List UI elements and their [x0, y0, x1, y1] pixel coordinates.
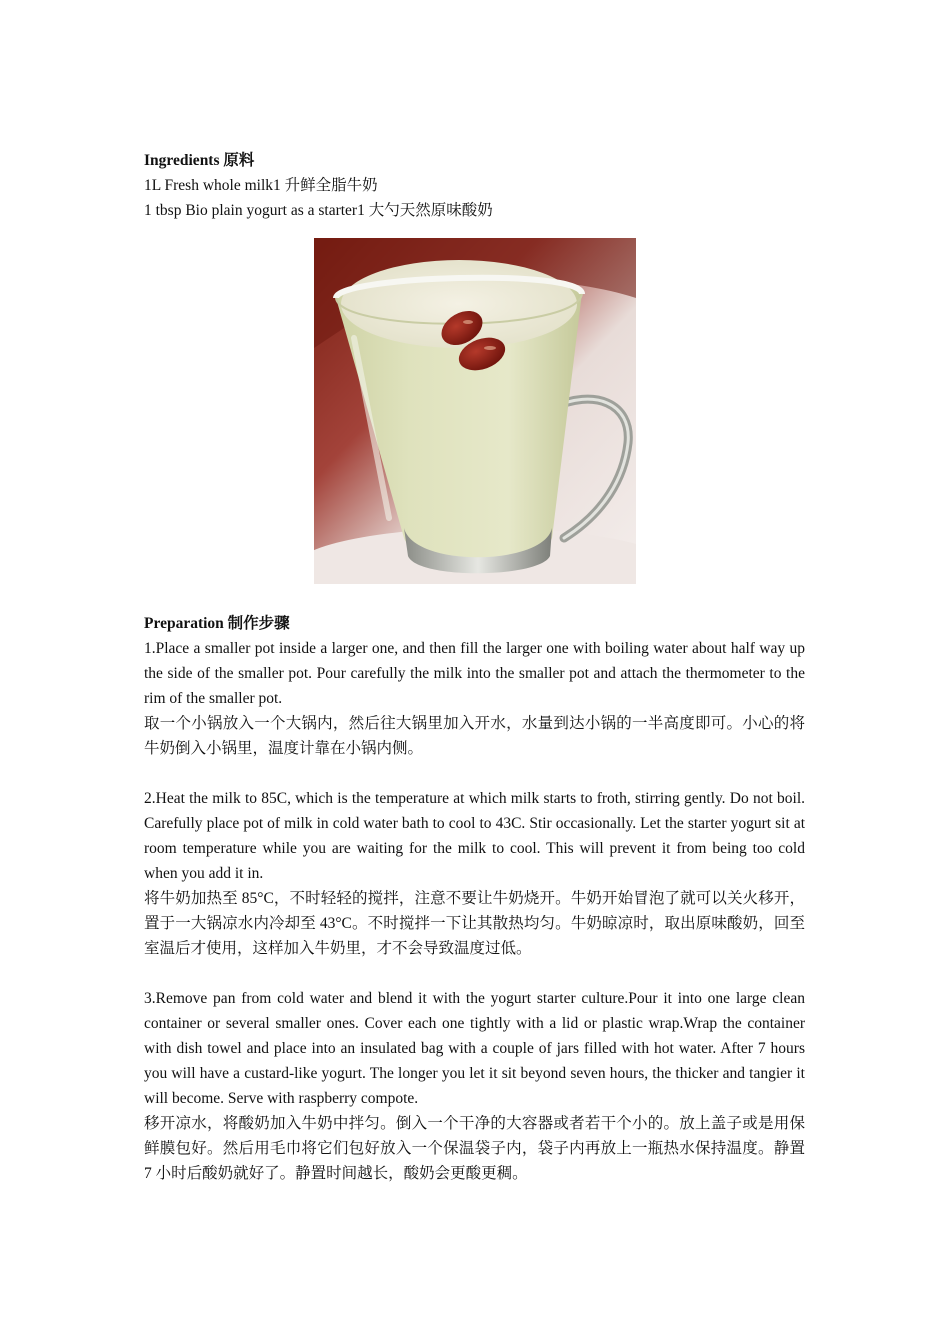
- step-1-chinese: 取一个小锅放入一个大锅内，然后往大锅里加入开水，水量到达小锅的一半高度即可。小心的将牛奶倒入小锅里，温度计靠在小锅内侧。: [144, 715, 805, 757]
- paragraph-spacer: [144, 961, 805, 986]
- preparation-heading: Preparation 制作步骤: [144, 615, 290, 632]
- step-3-chinese: 移开凉水，将酸奶加入牛奶中拌匀。倒入一个干净的大容器或者若干个小的。放上盖子或是用保鲜膜包好。然后用毛巾将它们包好放入一个保温袋子内，袋子内再放上一瓶热水保持温度。静置 7 小时后酸奶就好了。静置时间越长，酸奶会更酸更稠。: [144, 1115, 805, 1182]
- step-1-english: 1.Place a smaller pot inside a larger one, and then fill the larger one with boiling water about half way up the side of the smaller pot. Pour carefully the milk into the smaller pot and attach the thermometer to the rim of the smaller pot.: [144, 640, 805, 707]
- step-3-english: 3.Remove pan from cold water and blend it with the yogurt starter culture.Pour it into one large clean container or several smaller ones. Cover each one tightly with a lid or plastic wrap.Wrap the container with dish towel and place into an insulated bag with a couple of jars filled with hot water. After 7 hours you will have a custard-like yogurt. The longer you let it sit beyond seven hours, the thicker and tangier it will become. Serve with raspberry compote.: [144, 990, 805, 1107]
- yogurt-cup-photo: [314, 238, 636, 584]
- ingredient-item-milk: 1L Fresh whole milk1 升鲜全脂牛奶: [144, 177, 378, 194]
- step-2-chinese: 将牛奶加热至 85°C，不时轻轻的搅拌，注意不要让牛奶烧开。牛奶开始冒泡了就可以关火移开，置于一大锅凉水内冷却至 43°C。不时搅拌一下让其散热均匀。牛奶晾凉时，取出原味酸奶，回至室温后才使用，这样加入牛奶里，才不会导致温度过低。: [144, 890, 805, 957]
- recipe-document: [144, 148, 805, 1186]
- paragraph-spacer: [144, 761, 805, 786]
- step-2-english: 2.Heat the milk to 85C, which is the temperature at which milk starts to froth, stirring gently. Do not boil. Carefully place pot of milk in cold water bath to cool to 43C. Stir occasionally. Let the starter yogurt sit at room temperature while you are waiting for the milk to cool. This will prevent it from being too cold when you add it in.: [144, 790, 805, 882]
- ingredients-heading: Ingredients 原料: [144, 152, 255, 169]
- ingredient-item-yogurt: 1 tbsp Bio plain yogurt as a starter1 大勺天然原味酸奶: [144, 202, 493, 219]
